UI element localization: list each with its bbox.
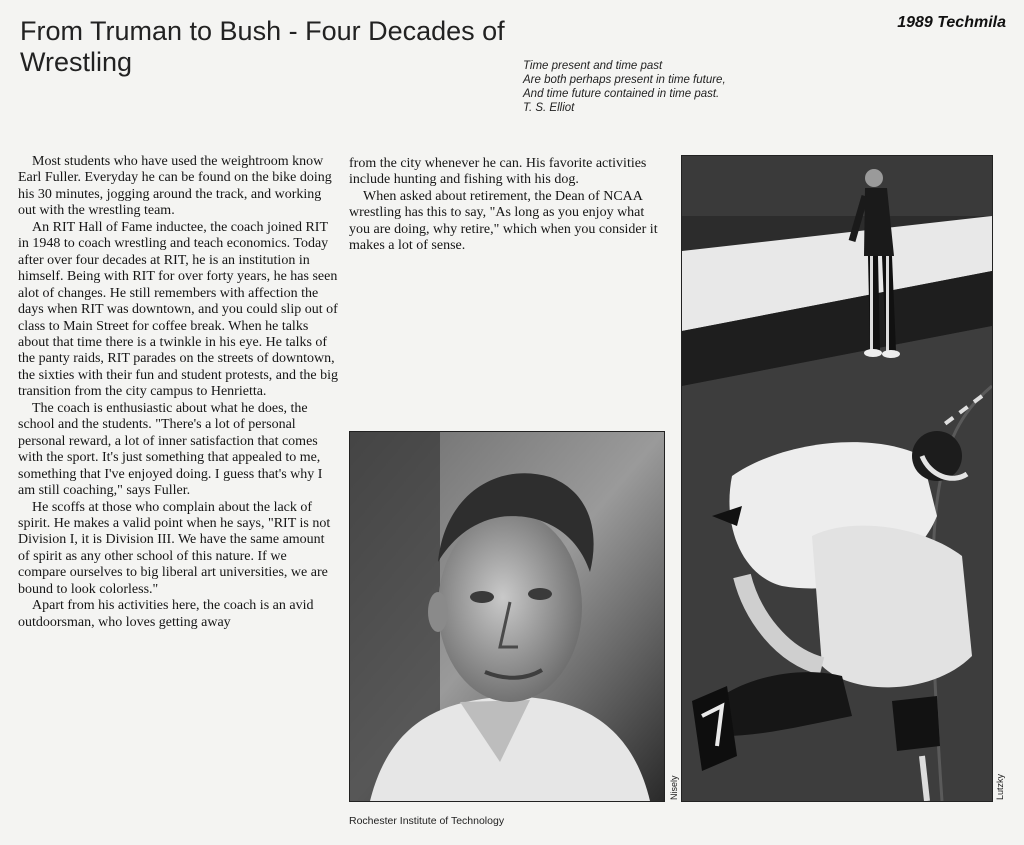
photo-credit-lutzky: Lutzky — [995, 773, 1005, 800]
article-paragraph: Apart from his activities here, the coach is an avid outdoorsman, who loves getting away — [18, 598, 314, 630]
article-paragraph: from the city whenever he can. His favorite activities include hunting and fishing with his dog. — [349, 156, 647, 188]
article-paragraph: The coach is enthusiastic about what he does, the school and the students. "There's a lot of personal personal reward, a lot of inner satisfaction that comes with the sport. It's just something that appealed to me, something that I've enjoyed doing. I guess that's why I am still coaching," says Fuller. — [18, 400, 323, 499]
article-title: From Truman to Bush - Four Decades of Wrestling — [20, 16, 505, 77]
footer-institution: Rochester Institute of Technology — [349, 815, 505, 827]
epigraph-author: T. S. Elliot — [523, 102, 575, 114]
wrestling-practice-photo — [681, 155, 993, 802]
article-column-2 — [349, 156, 665, 255]
article-paragraph: Most students who have used the weightroom know Earl Fuller. Everyday he can be found on the bike doing his 30 minutes, jogging around the track, and working out with the wrestling team. — [18, 154, 332, 219]
epigraph-line: Are both perhaps present in time future, — [523, 74, 726, 86]
epigraph-line: Time present and time past — [523, 60, 663, 72]
epigraph-line: And time future contained in time past. — [523, 88, 720, 100]
epigraph — [523, 59, 823, 115]
article-column-1 — [18, 154, 338, 631]
article-paragraph: He scoffs at those who complain about the lack of spirit. He makes a valid point when he says, "RIT is not Division I, it is Division III. We have the same amount of spirit as any other school of this nature. If we compare ourselves to big liberal art universities, we are bound to look colorless." — [18, 499, 331, 597]
photo-credit-nisely: Nisely — [669, 775, 679, 800]
article-paragraph: When asked about retirement, the Dean of NCAA wrestling has this to say, "As long as you enjoy what you are doing, why retire," which when you consider it makes a lot of sense. — [349, 188, 658, 254]
publication-label: 1989 Techmila — [897, 14, 1006, 31]
action-image — [682, 156, 992, 801]
article-paragraph: An RIT Hall of Fame inductee, the coach joined RIT in 1948 to coach wrestling and teach economics. Today after over four decades at RIT, he is an institution in himself. Being with RIT for over forty years, he has seen alot of changes. He still remembers with affection the days when RIT was downtown, and you could slip out of class to Main Street for coffee break. When he talks about that time there is a twinkle in his eye. He talks of the panty raids, RIT parades on the streets of downtown, the sixties with their fun and student protests, and the big transition from the city campus to Henrietta. — [18, 219, 339, 400]
portrait-image — [350, 432, 664, 801]
coach-portrait-photo — [349, 431, 665, 802]
